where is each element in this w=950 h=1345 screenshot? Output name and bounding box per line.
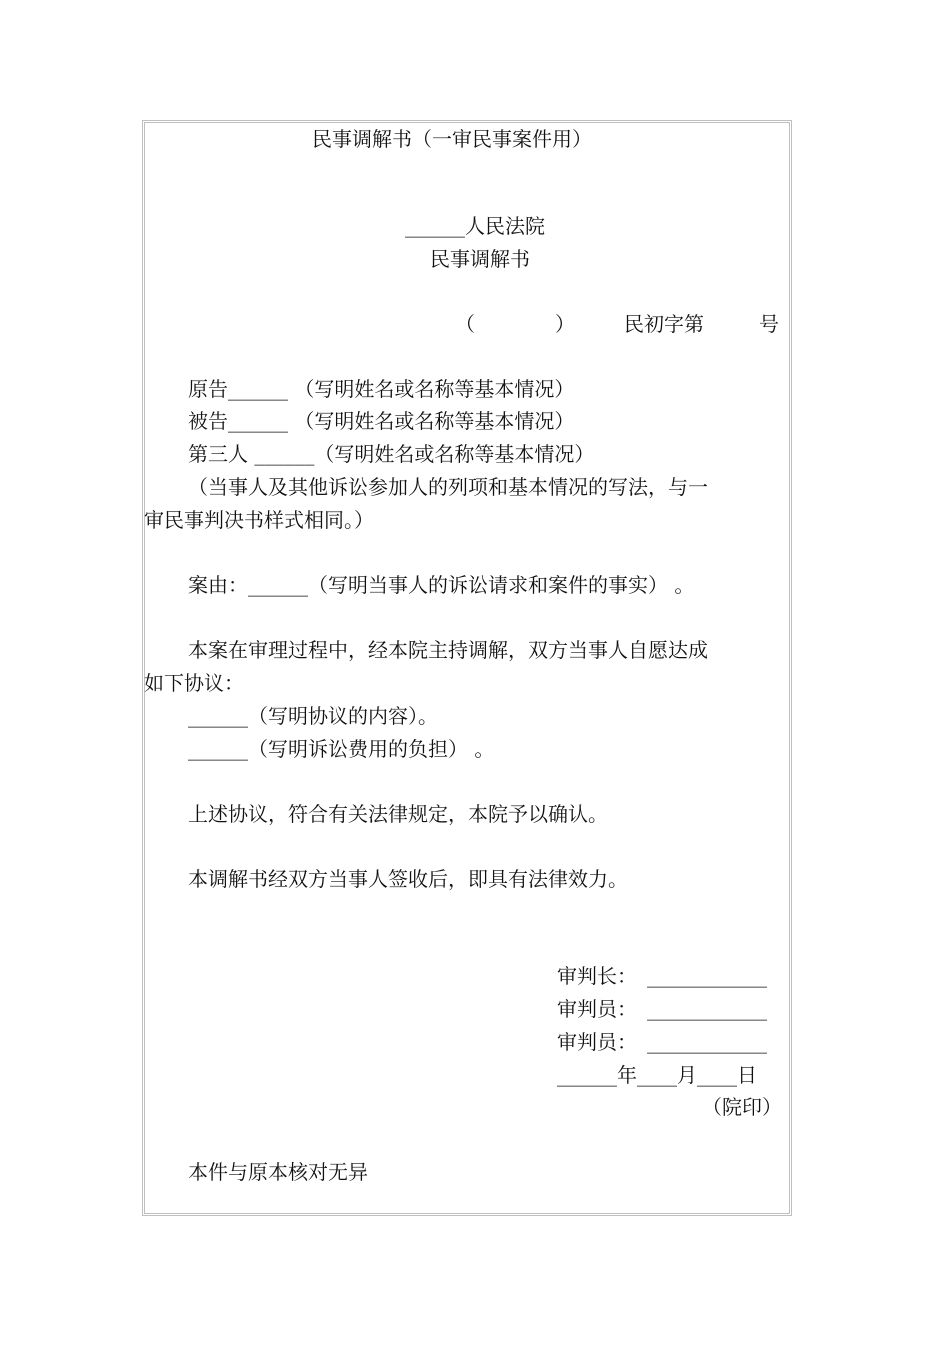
- case-number-open-paren: （: [455, 312, 475, 336]
- defendant-line: 被告______ （写明姓名或名称等基本情况）: [188, 409, 575, 433]
- date-line: ______年____月____日: [557, 1063, 757, 1087]
- chief-judge-signature-line: ____________: [647, 964, 767, 988]
- mediation-paragraph-line1: 本案在审理过程中，经本院主持调解，双方当事人自愿达成: [188, 638, 708, 662]
- case-number-prefix: 民初字第: [624, 312, 704, 336]
- party-note-line2: 审民事判决书样式相同。）: [144, 508, 374, 532]
- confirmation-text: 上述协议，符合有关法律规定，本院予以确认。: [188, 802, 608, 826]
- case-number-close-paren: ）: [555, 312, 575, 336]
- plaintiff-line: 原告______ （写明姓名或名称等基本情况）: [188, 377, 575, 401]
- verification-note: 本件与原本核对无异: [188, 1160, 368, 1184]
- template-title: 民事调解书（一审民事案件用）: [312, 127, 592, 151]
- case-number-suffix: 号: [759, 312, 779, 336]
- document-title: 民事调解书: [430, 247, 530, 271]
- cost-burden: ______（写明诉讼费用的负担） 。: [188, 737, 495, 761]
- party-note-line1: （当事人及其他诉讼参加人的列项和基本情况的写法，与一: [188, 475, 708, 499]
- chief-judge-label: 审判长：: [557, 964, 637, 988]
- court-seal-label: （院印）: [702, 1095, 782, 1119]
- judge1-label: 审判员：: [557, 997, 637, 1021]
- judge2-signature-line: ____________: [647, 1030, 767, 1054]
- judge2-label: 审判员：: [557, 1030, 637, 1054]
- case-cause: 案由：______（写明当事人的诉讼请求和案件的事实） 。: [188, 573, 695, 597]
- judge1-signature-line: ____________: [647, 997, 767, 1021]
- court-name: ______人民法院: [405, 214, 545, 238]
- third-party-line: 第三人 ______（写明姓名或名称等基本情况）: [188, 442, 595, 466]
- effect-text: 本调解书经双方当事人签收后，即具有法律效力。: [188, 867, 628, 891]
- agreement-content: ______（写明协议的内容）。: [188, 704, 438, 728]
- mediation-paragraph-line2: 如下协议：: [144, 671, 244, 695]
